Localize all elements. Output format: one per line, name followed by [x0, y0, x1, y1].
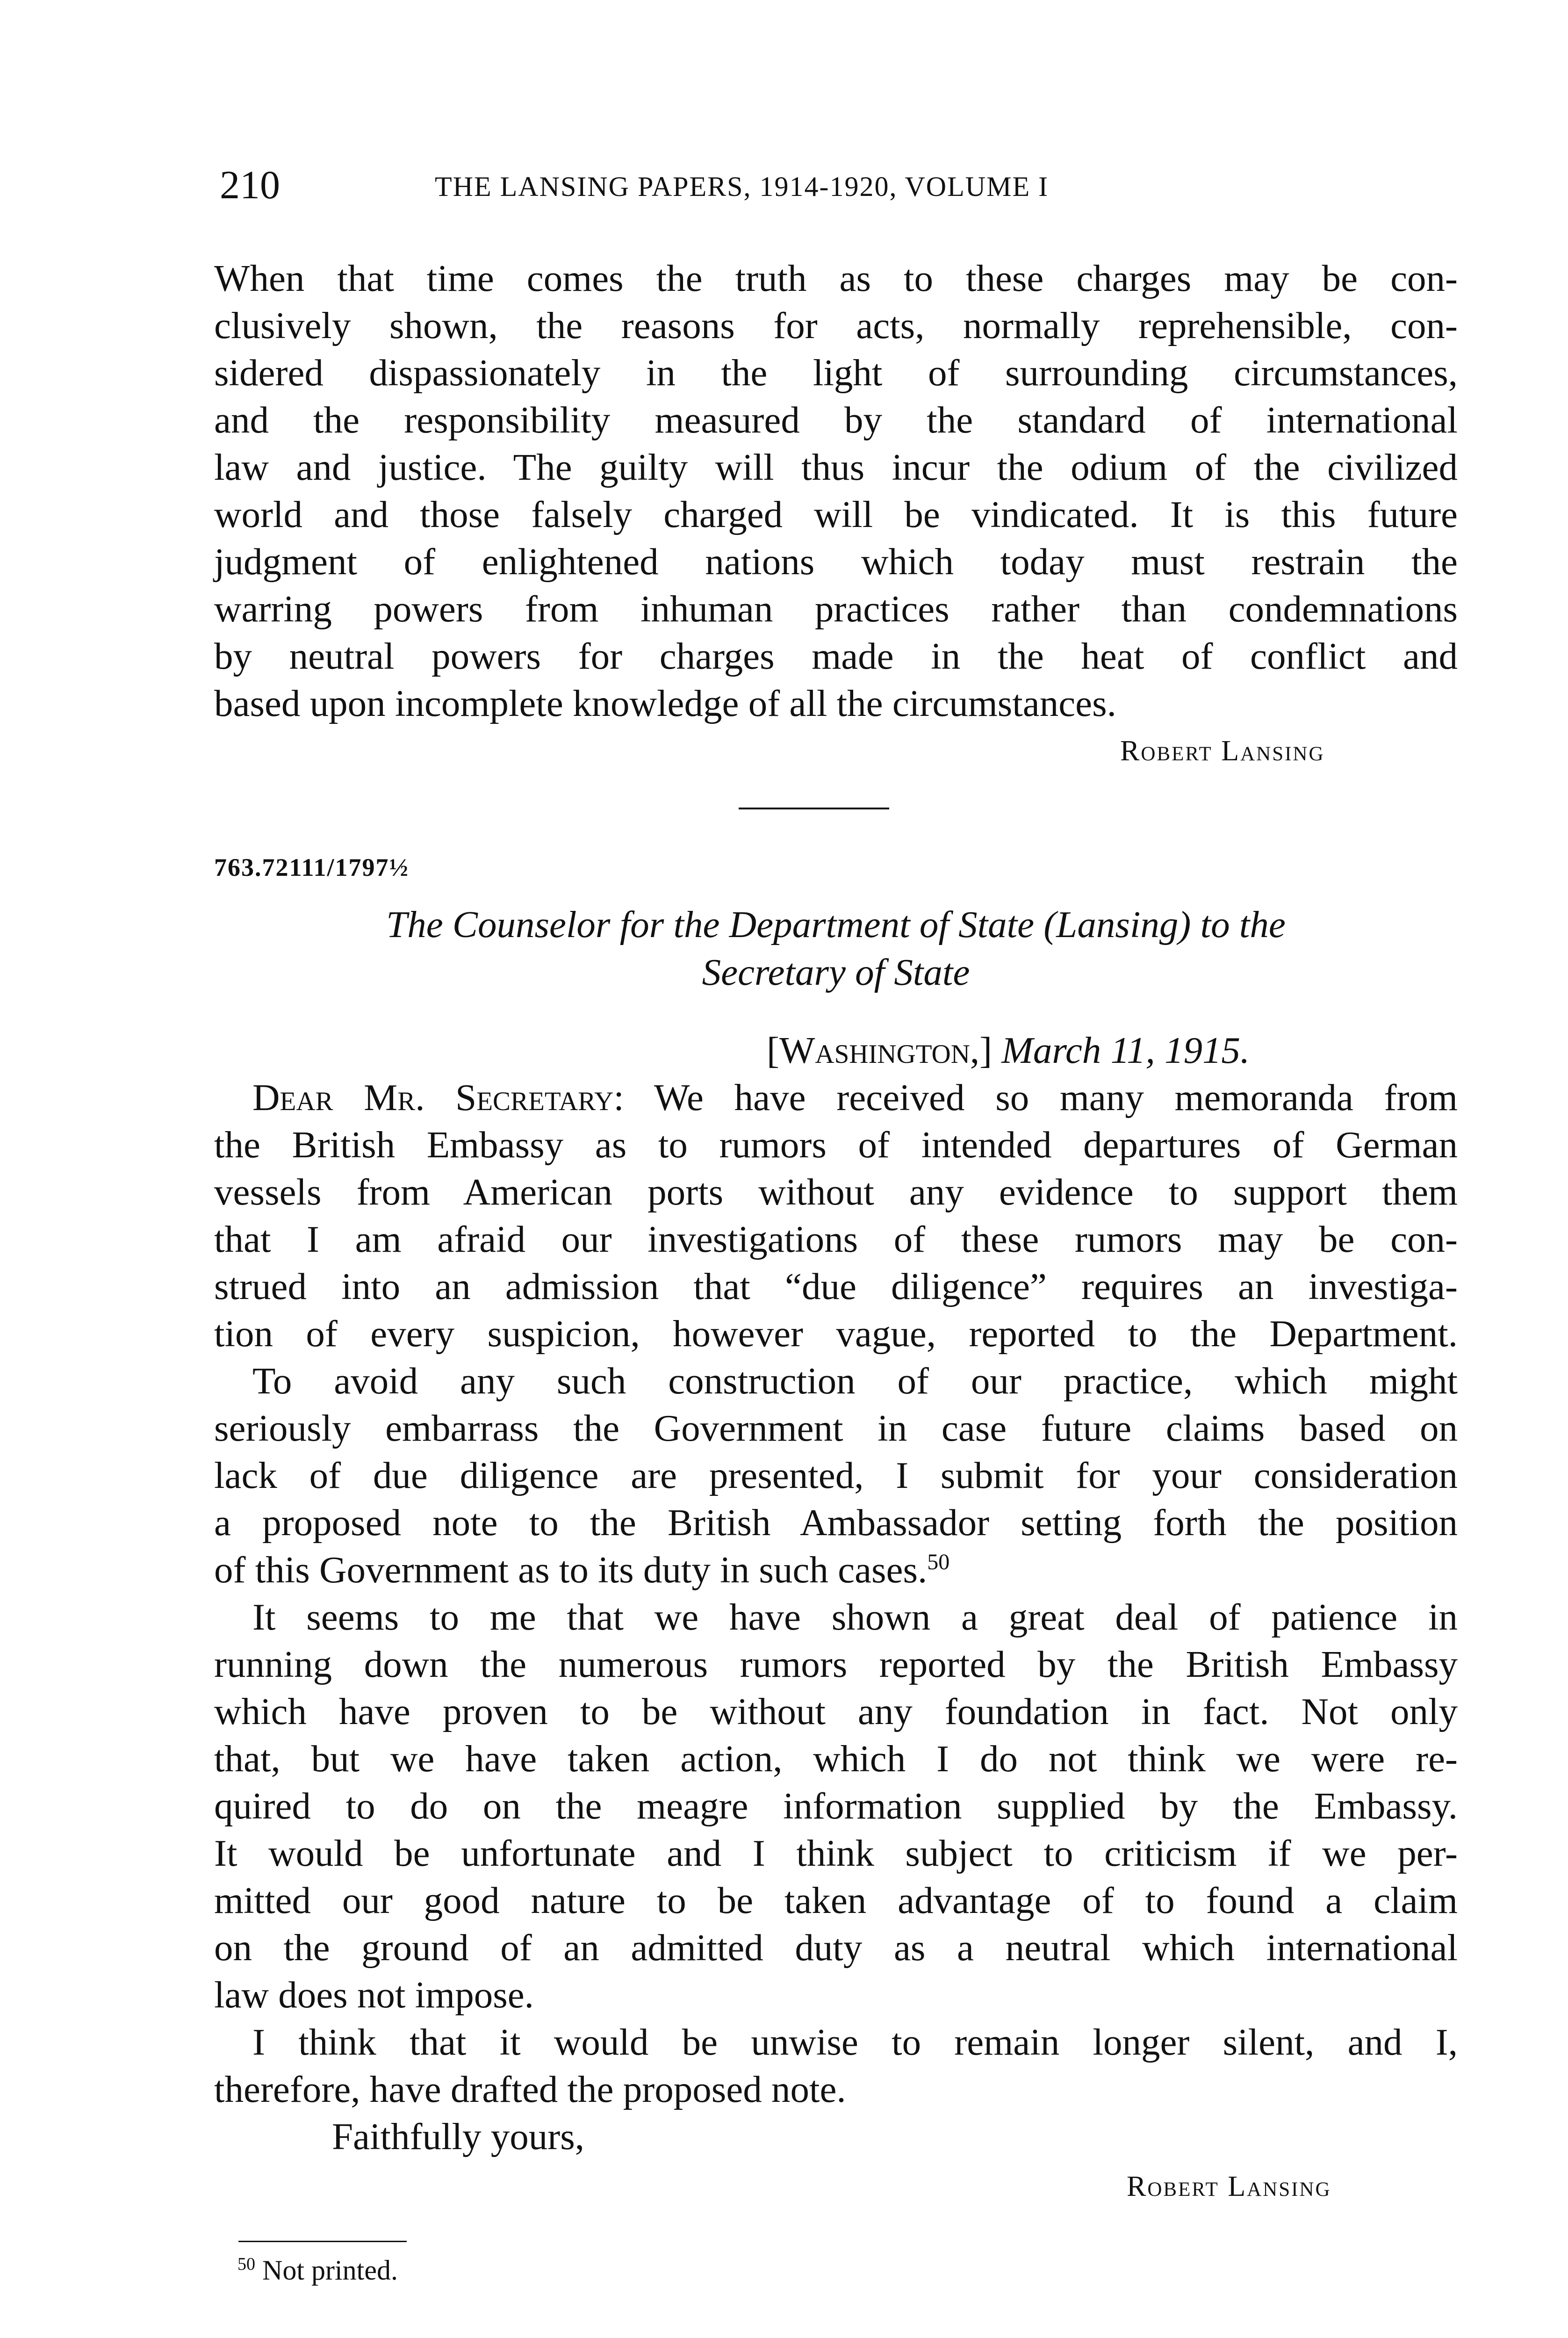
file-number: 763.72111/1797½: [214, 853, 410, 881]
body-line: of this Government as to its duty in such cases.: [214, 1549, 928, 1591]
body-line: that I am afraid our investigations of these rumors may be con-: [214, 1218, 1458, 1260]
page-number: 210: [220, 162, 280, 207]
body-line: law and justice. The guilty will thus incur the odium of the civilized: [214, 446, 1458, 488]
body-line: To avoid any such construction of our practice, which might: [252, 1360, 1458, 1402]
body-line: world and those falsely charged will be vindicated. It is this future: [214, 493, 1458, 535]
body-line: on the ground of an admitted duty as a neutral which international: [214, 1927, 1458, 1969]
body-line: and the responsibility measured by the standard of international: [214, 399, 1458, 441]
closing: Faithfully yours,: [332, 2115, 584, 2158]
body-line: therefore, have drafted the proposed note.: [214, 2068, 846, 2110]
body-line-last: [214, 1546, 1458, 1594]
page-header: [220, 161, 1435, 217]
body-line: which have proven to be without any foundation in fact. Not only: [214, 1690, 1458, 1732]
footnote: [237, 2251, 398, 2289]
body-line: the British Embassy as to rumors of intended departures of German: [214, 1124, 1458, 1166]
dateline: [767, 1027, 1250, 1074]
document-title: The Counselor for the Department of State (Lansing) to the: [386, 903, 1286, 945]
body-line: a proposed note to the British Ambassador setting forth the position: [214, 1501, 1458, 1544]
first-line: [252, 1074, 1458, 1121]
body-line: quired to do on the meagre information supplied by the Embassy.: [214, 1785, 1458, 1827]
body-line: strued into an admission that “due diligence” requires an investiga-: [214, 1265, 1458, 1307]
signature: Robert Lansing: [1127, 2171, 1331, 2202]
body-line: It seems to me that we have shown a great deal of patience in: [252, 1596, 1458, 1638]
dateline-place: [Washington,]: [767, 1029, 993, 1071]
dateline-date: March 11, 1915.: [1001, 1029, 1250, 1071]
body-line: seriously embarrass the Government in case future claims based on: [214, 1407, 1458, 1449]
body-line: that, but we have taken action, which I do not think we were re-: [214, 1738, 1458, 1780]
footnote-reference: 50: [927, 1550, 950, 1574]
footnote-text: Not printed.: [262, 2255, 398, 2286]
section-divider: [739, 808, 889, 809]
body-line: tion of every suspicion, however vague, reported to the Department.: [214, 1313, 1458, 1355]
body-line: running down the numerous rumors reported by the British Embassy: [214, 1643, 1458, 1685]
body-line: based upon incomplete knowledge of all the circumstances.: [214, 682, 1116, 724]
body-line: judgment of enlightened nations which today must restrain the: [214, 541, 1458, 583]
body-line: When that time comes the truth as to these charges may be con-: [214, 257, 1458, 299]
footnote-marker: 50: [237, 2254, 255, 2274]
body-line: vessels from American ports without any evidence to support them: [214, 1171, 1458, 1213]
body-line: by neutral powers for charges made in the heat of conflict and: [214, 635, 1458, 677]
running-head: THE LANSING PAPERS, 1914-1920, VOLUME I: [435, 171, 1049, 202]
signature: Robert Lansing: [1120, 735, 1325, 767]
body-line: law does not impose.: [214, 1974, 534, 2016]
body-line: sidered dispassionately in the light of surrounding circumstances,: [214, 352, 1458, 394]
body-line: mitted our good nature to be taken advantage of to found a claim: [214, 1879, 1458, 1921]
body-line: I think that it would be unwise to remain longer silent, and I,: [252, 2021, 1458, 2063]
body-line: We have received so many memoranda from: [654, 1076, 1458, 1118]
body-line: clusively shown, the reasons for acts, normally reprehensible, con-: [214, 304, 1458, 346]
body-line: It would be unfortunate and I think subject to criticism if we per-: [214, 1832, 1458, 1874]
body-line: warring powers from inhuman practices rather than condemnations: [214, 588, 1458, 630]
body-line: lack of due diligence are presented, I submit for your consideration: [214, 1454, 1458, 1496]
footnote-rule: [238, 2241, 407, 2242]
document-title: Secretary of State: [702, 951, 970, 993]
salutation: Dear Mr. Secretary:: [252, 1076, 624, 1118]
